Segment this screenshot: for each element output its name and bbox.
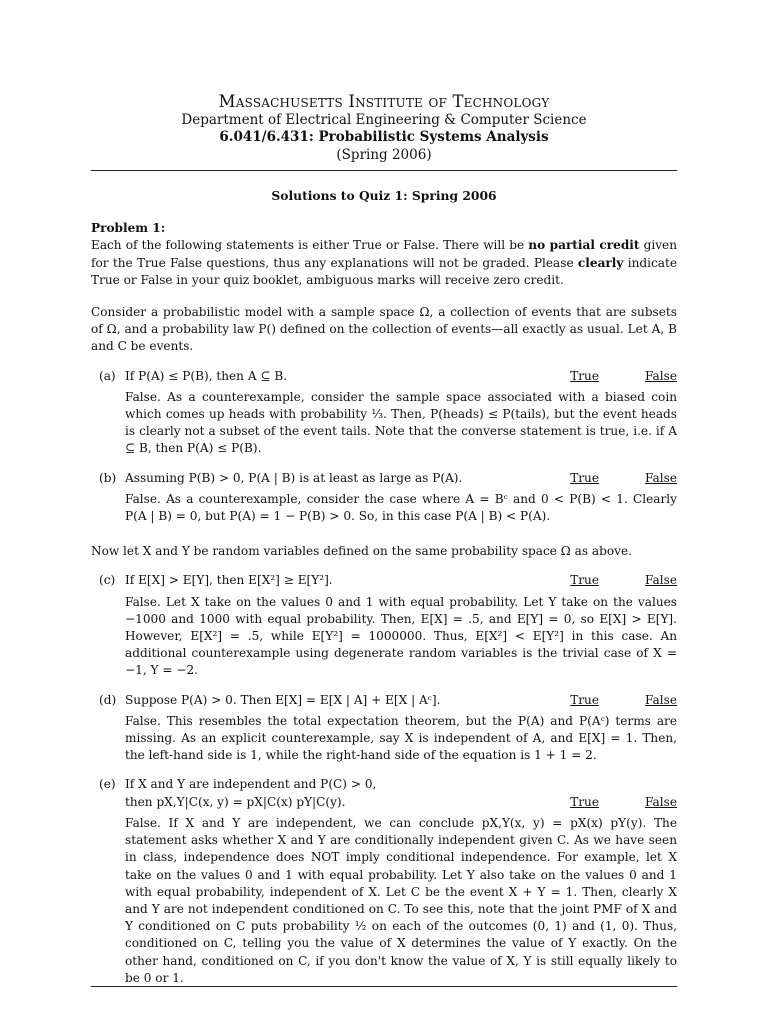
false-choice: False xyxy=(644,692,677,707)
problem-setup-random-variables: Now let X and Y be random variables defined on the same probability space Ω as above. xyxy=(91,544,632,559)
item-question xyxy=(125,470,677,487)
true-false-choices xyxy=(524,572,677,589)
true-choice: True xyxy=(570,573,599,588)
item-answer: False. As a counterexample, consider the sample space associated with a biased coin which comes up heads with probability ⅓. Then, P(heads) ≤ P(tails), but the event heads is clearly not a subset of the event tails. Note that the converse statement is true, i.e. if A ⊆ B, then P(A) ≤ P(B). xyxy=(125,389,677,456)
problem-heading: Problem 1: xyxy=(91,221,166,236)
item-c xyxy=(91,572,677,679)
item-label: (c) xyxy=(99,573,116,588)
item-b xyxy=(91,470,677,526)
true-false-choices xyxy=(524,470,677,487)
question-text: If E[X] > E[Y], then E[X²] ≥ E[Y²]. xyxy=(125,573,333,588)
term: (Spring 2006) xyxy=(336,147,432,163)
false-choice: False xyxy=(644,368,677,383)
false-choice: False xyxy=(644,470,677,485)
item-answer: False. As a counterexample, consider the case where A = Bᶜ and 0 < P(B) < 1. Clearly P(A | B) = 0, but P(A) = 1 − P(B) > 0. So, in this case P(A | B) < P(A). xyxy=(125,491,677,524)
item-question-intro: If X and Y are independent and P(C) > 0, xyxy=(125,777,377,792)
true-choice: True xyxy=(570,470,599,485)
false-choice: False xyxy=(644,573,677,588)
intro-bold-2: clearly xyxy=(577,255,624,270)
item-answer: False. Let X take on the values 0 and 1 with equal probability. Let Y take on the values −1000 and 1000 with equal probability. Then, E[X] = .5, and E[Y] = 0, so E[X] > E[Y]. However, E[X²] = .5, while E[Y²] = 1000000. Thus, E[X²] < E[Y²] in this case. An additional counterexample using degenerate random variables is the trivial case of X = −1, Y = −2. xyxy=(125,594,677,678)
item-question xyxy=(125,692,677,709)
problem-setup-events: Consider a probabilistic model with a sample space Ω, a collection of events that are subsets of Ω, and a probability law P() defined on the collection of events—all exactly as usual. Let A, B and C be events. xyxy=(91,305,677,354)
header-rule xyxy=(91,170,677,171)
question-text: Assuming P(B) > 0, P(A | B) is at least as large as P(A). xyxy=(125,470,463,485)
item-label: (b) xyxy=(99,470,117,485)
true-false-choices xyxy=(524,692,677,709)
item-label: (a) xyxy=(99,368,116,383)
true-false-choices xyxy=(524,794,677,811)
university-name: Massachusetts Institute of Technology xyxy=(218,92,550,111)
item-d xyxy=(91,692,677,765)
document-page xyxy=(91,0,677,987)
true-choice: True xyxy=(570,794,599,809)
true-choice: True xyxy=(570,368,599,383)
item-answer: False. If X and Y are independent, we can conclude pX,Y(x, y) = pX(x) pY(y). The statement asks whether X and Y are conditionally independent given C. As we have seen in class, independence does NOT imply conditional independence. For example, let X take on the values 0 and 1 with equal probability. Let Y also take on the values 0 and 1 with equal probability, independent of X. Let C be the event X + Y = 1. Then, clearly X and Y are not independent conditioned on C. To see this, note that the joint PMF of X and Y conditioned on C puts probability ½ on each of the outcomes (0, 1) and (1, 0). Thus, conditioned on C, telling you the value of X determines the value of Y exactly. On the other hand, conditioned on C, if you don't know the value of X, Y is still equally likely to be 0 or 1. xyxy=(125,815,677,985)
item-label: (e) xyxy=(99,777,116,792)
intro-text-2: given for the True False questions, thus any explanations will not be graded. Please xyxy=(91,238,677,270)
question-text: then pX,Y|C(x, y) = pX|C(x) pY|C(y). xyxy=(125,794,346,809)
item-a xyxy=(91,368,677,458)
item-question xyxy=(125,368,677,385)
item-question xyxy=(125,572,677,589)
footer-rule xyxy=(91,986,677,987)
item-e xyxy=(91,776,677,986)
intro-text-1: Each of the following statements is either True or False. There will be xyxy=(91,238,529,253)
item-answer: False. This resembles the total expectation theorem, but the P(A) and P(Aᶜ) terms are missing. As an explicit counterexample, say X is independent of A, and E[X] = 1. Then, the left-hand side is 1, while the right-hand side of the equation is 1 + 1 = 2. xyxy=(125,713,677,763)
item-label: (d) xyxy=(99,692,117,707)
intro-bold-1: no partial credit xyxy=(528,238,640,253)
true-false-choices xyxy=(524,368,677,385)
intro-text-3: indicate True or False in your quiz booklet, ambiguous marks will receive zero credit. xyxy=(91,255,677,287)
question-text: If P(A) ≤ P(B), then A ⊆ B. xyxy=(125,368,288,383)
item-question xyxy=(125,794,677,811)
question-text: Suppose P(A) > 0. Then E[X] = E[X | A] + E[X | Aᶜ]. xyxy=(125,692,441,707)
problem-intro xyxy=(91,237,677,289)
document-header xyxy=(91,92,677,164)
false-choice: False xyxy=(644,794,677,809)
page-title: Solutions to Quiz 1: Spring 2006 xyxy=(271,188,497,203)
department-name: Department of Electrical Engineering & Computer Science xyxy=(181,112,587,128)
course-title: 6.041/6.431: Probabilistic Systems Analysis xyxy=(219,129,549,145)
true-choice: True xyxy=(570,692,599,707)
